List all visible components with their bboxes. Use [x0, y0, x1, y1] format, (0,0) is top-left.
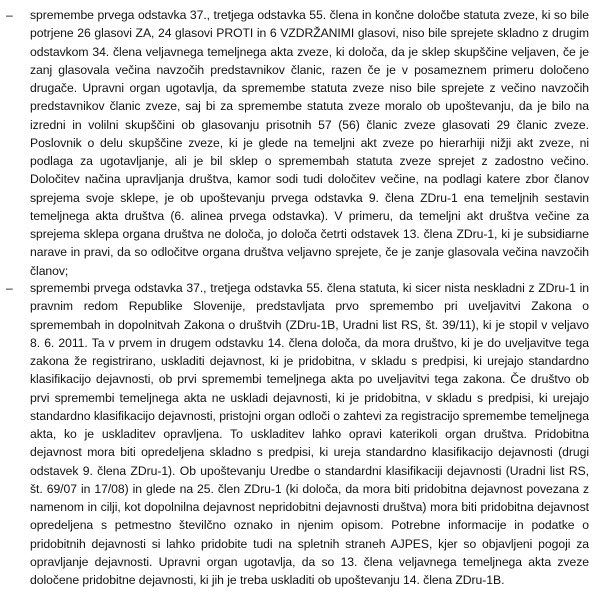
bullet-dash: –	[6, 281, 13, 295]
bullet-dash: –	[6, 8, 13, 22]
paragraph-text: spremembi prvega odstavka 37., tretjega odstavka 55. člena statuta, ki sicer nista neskladni z ZDru-1 in pravnim redom Republike Slovenije, predstavljata prvo spremembo pri uveljavitvi Zakona o spremembah in dopolnitvah Zakona o društvih (ZDru-1B, Uradni list RS, št. 39/11), ki je stopil v veljavo 8. 6. 2011. Ta v prvem in drugem odstavku 14. člena določa, da mora društvo, ki je do uveljavitve tega zakona že registrirano, uskladiti dejavnost, ki je pridobitna, v skladu s predpisi, ki urejajo standardno klasifikacijo dejavnosti, ob prvi spremembi temeljnega akta po uveljavitvi tega zakona. Če društvo ob prvi spremembi temeljnega akta ne uskladi dejavnosti, ki je pridobitna, v skladu s predpisi, ki urejajo standardno klasifikacijo dejavnosti, pristojni organ odloči o zahtevi za registracijo spremembe temeljnega akta, ko je uskladitev opravljena. To uskladitev lahko opravi katerikoli organ društva. Pridobitna dejavnost mora biti opredeljena skladno s predpisi, ki ureja standardno klasifikacijo dejavnosti (drugi odstavek 9. člena ZDru-1). Ob upoštevanju Uredbe o standardni klasifikaciji dejavnosti (Uradni list RS, št. 69/07 in 17/08) in glede na 25. člen ZDru-1 (ki določa, da mora biti pridobitna dejavnost povezana z namenom in cilji, kot dopolnilna dejavnost nepridobitni dejavnosti društva) mora biti pridobitna dejavnost opredeljena s petmestno številčno oznako in njenim opisom. Potrebne informacije in podatke o pridobitnih dejavnosti si lahko pridobite tudi na spletnih straneh AJPES, kjer so objavljeni pogoji za opravljanje dejavnosti. Upravni organ ugotavlja, da so 13. člena veljavnega temeljnega akta zveze določene pridobitne dejavnosti, ki jih je treba uskladiti ob upoštevanju 14. člena ZDru-1B.	[30, 281, 590, 587]
paragraph-text: spremembe prvega odstavka 37., tretjega odstavka 55. člena in končne določbe statuta zveze, ki so bile potrjene 26 glasovi ZA, 24 glasovi PROTI in 6 VZDRŽANIMI glasovi, niso bile sprejete skladno z drugim odstavkom 34. člena veljavnega temeljnega akta zveze, ki določa, da je sklep skupščine veljaven, če je zanj glasovala večina navzočih predstavnikov članic, razen če je v posameznem primeru določeno drugače. Upravni organ ugotavlja, da spremembe statuta zveze niso bile sprejete z večino navzočih predstavnikov članic zveze, saj bi za spremembe statuta zveze moralo ob upoštevanju, da je bilo na izredni in volilni skupščini ob glasovanju prisotnih 57 (56) članic zveze glasovati 29 članic zveze. Poslovnik o delu skupščine zveze, ki je glede na temeljni akt zveze po hierarhiji nižji akt zveze, ni podlaga za ugotavljanje, ali je bil sklep o spremembah statuta zveze sprejet z zadostno večino. Določitev načina upravljanja društva, kamor sodi tudi določitev večine, na podlagi katere zbor članov sprejema svoje sklepe, je ob upoštevanju prvega odstavka 9. člena ZDru-1 ena temeljnih sestavin temeljnega akta društva (6. alinea prvega odstavka). V primeru, da temeljni akt društva večine za sprejema sklepa organa društva ne določa, jo določa četrti odstavek 13. člena ZDru-1, ki je subsidiarne narave in pravi, da so odločitve organa društva veljavno sprejete, če je zanje glasovala večina navzočih članov;	[30, 8, 589, 278]
